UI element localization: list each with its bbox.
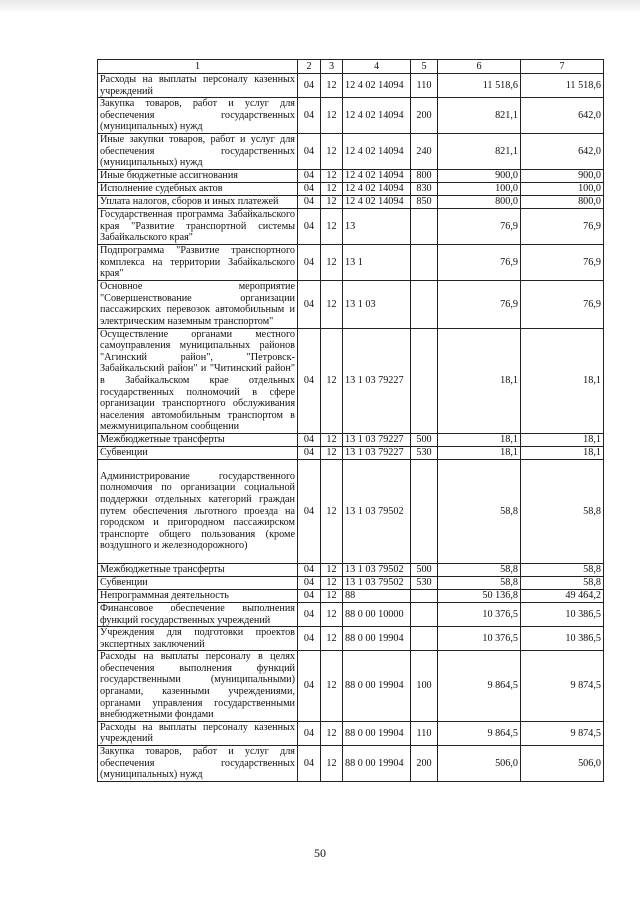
row-amount-year-2: 9 874,5 <box>521 721 604 745</box>
row-expense-type: 530 <box>411 576 438 589</box>
row-section: 04 <box>298 721 321 745</box>
row-name: Субвенции <box>98 576 298 589</box>
header-row <box>98 60 604 74</box>
table-row <box>98 651 604 722</box>
page-number: 50 <box>314 846 326 860</box>
row-amount-year-1: 50 136,8 <box>438 589 521 602</box>
row-expense-type <box>411 602 438 626</box>
row-expense-type: 110 <box>411 74 438 98</box>
row-name: Исполнение судебных актов <box>98 183 298 196</box>
table-row <box>98 328 604 433</box>
row-amount-year-2: 58,8 <box>521 563 604 576</box>
header-col-6: 6 <box>438 60 521 74</box>
row-subsection: 12 <box>321 746 343 782</box>
row-name: Субвенции <box>98 446 298 459</box>
row-amount-year-1: 58,8 <box>438 576 521 589</box>
row-amount-year-1: 821,1 <box>438 98 521 134</box>
row-amount-year-2: 506,0 <box>521 746 604 782</box>
row-subsection: 12 <box>321 245 343 281</box>
table-row <box>98 245 604 281</box>
row-target-article: 88 0 00 10000 <box>343 602 411 626</box>
row-amount-year-1: 9 864,5 <box>438 721 521 745</box>
row-subsection: 12 <box>321 281 343 328</box>
row-name: Государственная программа Забайкальского края "Развитие транспортной системы Забайкальского края" <box>98 209 298 245</box>
row-expense-type: 500 <box>411 433 438 446</box>
row-target-article: 13 <box>343 209 411 245</box>
row-target-article: 12 4 02 14094 <box>343 183 411 196</box>
table-row <box>98 563 604 576</box>
table-row <box>98 446 604 459</box>
row-subsection: 12 <box>321 134 343 170</box>
row-amount-year-1: 821,1 <box>438 134 521 170</box>
row-name: Закупка товаров, работ и услуг для обеспечения государственных (муниципальных) нужд <box>98 98 298 134</box>
budget-table <box>97 59 604 782</box>
row-subsection: 12 <box>321 627 343 651</box>
row-amount-year-2: 800,0 <box>521 196 604 209</box>
row-subsection: 12 <box>321 721 343 745</box>
row-section: 04 <box>298 196 321 209</box>
row-target-article: 12 4 02 14094 <box>343 74 411 98</box>
row-section: 04 <box>298 459 321 563</box>
row-section: 04 <box>298 183 321 196</box>
table-row <box>98 281 604 328</box>
row-target-article: 12 4 02 14094 <box>343 196 411 209</box>
row-target-article: 88 0 00 19904 <box>343 721 411 745</box>
row-amount-year-1: 9 864,5 <box>438 651 521 722</box>
row-expense-type <box>411 328 438 433</box>
row-target-article: 88 0 00 19904 <box>343 651 411 722</box>
row-name: Основное мероприятие "Совершенствование организации пассажирских перевозок автомобильным и электрическим наземным транспортом" <box>98 281 298 328</box>
row-expense-type <box>411 281 438 328</box>
row-amount-year-1: 76,9 <box>438 281 521 328</box>
row-amount-year-1: 18,1 <box>438 328 521 433</box>
row-name: Финансовое обеспечение выполнения функций государственных учреждений <box>98 602 298 626</box>
row-expense-type <box>411 245 438 281</box>
row-amount-year-2: 18,1 <box>521 328 604 433</box>
row-expense-type: 200 <box>411 746 438 782</box>
row-section: 04 <box>298 134 321 170</box>
row-amount-year-2: 49 464,2 <box>521 589 604 602</box>
table-row <box>98 576 604 589</box>
row-target-article: 12 4 02 14094 <box>343 170 411 183</box>
row-target-article: 13 1 03 79502 <box>343 563 411 576</box>
row-amount-year-2: 76,9 <box>521 281 604 328</box>
row-section: 04 <box>298 209 321 245</box>
row-amount-year-2: 58,8 <box>521 576 604 589</box>
row-section: 04 <box>298 281 321 328</box>
row-expense-type <box>411 589 438 602</box>
row-name: Межбюджетные трансферты <box>98 433 298 446</box>
row-subsection: 12 <box>321 328 343 433</box>
table-row <box>98 433 604 446</box>
row-name: Иные бюджетные ассигнования <box>98 170 298 183</box>
row-amount-year-1: 900,0 <box>438 170 521 183</box>
row-amount-year-1: 11 518,6 <box>438 74 521 98</box>
row-subsection: 12 <box>321 98 343 134</box>
row-expense-type <box>411 459 438 563</box>
header-col-4: 4 <box>343 60 411 74</box>
row-target-article: 13 1 03 79502 <box>343 459 411 563</box>
row-target-article: 12 4 02 14094 <box>343 98 411 134</box>
row-amount-year-1: 18,1 <box>438 446 521 459</box>
table-row <box>98 74 604 98</box>
row-expense-type: 240 <box>411 134 438 170</box>
row-subsection: 12 <box>321 563 343 576</box>
row-subsection: 12 <box>321 602 343 626</box>
row-name: Непрограммная деятельность <box>98 589 298 602</box>
header-col-3: 3 <box>321 60 343 74</box>
table-row <box>98 183 604 196</box>
row-amount-year-2: 18,1 <box>521 446 604 459</box>
row-amount-year-1: 76,9 <box>438 245 521 281</box>
row-amount-year-1: 800,0 <box>438 196 521 209</box>
row-expense-type: 850 <box>411 196 438 209</box>
table-row <box>98 209 604 245</box>
row-section: 04 <box>298 563 321 576</box>
row-amount-year-1: 76,9 <box>438 209 521 245</box>
row-name: Иные закупки товаров, работ и услуг для обеспечения государственных (муниципальных) нужд <box>98 134 298 170</box>
row-name: Учреждения для подготовки проектов экспертных заключений <box>98 627 298 651</box>
row-name: Уплата налогов, сборов и иных платежей <box>98 196 298 209</box>
row-subsection: 12 <box>321 209 343 245</box>
table-row <box>98 746 604 782</box>
row-expense-type: 100 <box>411 651 438 722</box>
row-subsection: 12 <box>321 170 343 183</box>
table-row <box>98 589 604 602</box>
row-target-article: 13 1 03 79502 <box>343 576 411 589</box>
table-row <box>98 134 604 170</box>
header-col-5: 5 <box>411 60 438 74</box>
row-section: 04 <box>298 627 321 651</box>
row-amount-year-2: 9 874,5 <box>521 651 604 722</box>
row-name: Расходы на выплаты персоналу казенных учреждений <box>98 74 298 98</box>
row-section: 04 <box>298 602 321 626</box>
header-col-2: 2 <box>298 60 321 74</box>
row-amount-year-1: 18,1 <box>438 433 521 446</box>
row-amount-year-1: 58,8 <box>438 459 521 563</box>
row-amount-year-1: 10 376,5 <box>438 627 521 651</box>
row-name: Администрирование государственного полномочия по организации социальной поддержки отдельных категорий граждан путем обеспечения льготного проезда на городском и пригородном пассажирском транспорте общего пользования (кроме воздушного и железнодорожного) <box>98 459 298 563</box>
table-row <box>98 196 604 209</box>
row-target-article: 13 1 03 79227 <box>343 433 411 446</box>
row-subsection: 12 <box>321 74 343 98</box>
row-amount-year-2: 18,1 <box>521 433 604 446</box>
row-target-article: 88 <box>343 589 411 602</box>
table-row <box>98 602 604 626</box>
row-amount-year-2: 76,9 <box>521 245 604 281</box>
row-target-article: 88 0 00 19904 <box>343 627 411 651</box>
row-name: Расходы на выплаты персоналу казенных учреждений <box>98 721 298 745</box>
row-section: 04 <box>298 746 321 782</box>
row-expense-type: 530 <box>411 446 438 459</box>
table-row <box>98 170 604 183</box>
row-name: Расходы на выплаты персоналу в целях обеспечения выполнения функций государственными (муниципальными) органами, казенными учреждениями, органами управления государственными внебюджетными фондами <box>98 651 298 722</box>
row-target-article: 13 1 03 79227 <box>343 446 411 459</box>
header-col-1: 1 <box>98 60 298 74</box>
row-expense-type <box>411 627 438 651</box>
row-expense-type <box>411 209 438 245</box>
row-expense-type: 800 <box>411 170 438 183</box>
row-subsection: 12 <box>321 459 343 563</box>
row-amount-year-1: 58,8 <box>438 563 521 576</box>
row-amount-year-1: 506,0 <box>438 746 521 782</box>
row-section: 04 <box>298 446 321 459</box>
row-expense-type: 830 <box>411 183 438 196</box>
row-name: Подпрограмма "Развитие транспортного комплекса на территории Забайкальского края" <box>98 245 298 281</box>
row-target-article: 13 1 03 <box>343 281 411 328</box>
table-row <box>98 721 604 745</box>
row-subsection: 12 <box>321 651 343 722</box>
table-row <box>98 627 604 651</box>
row-section: 04 <box>298 328 321 433</box>
row-subsection: 12 <box>321 183 343 196</box>
row-section: 04 <box>298 589 321 602</box>
scan-edge <box>0 0 640 14</box>
row-amount-year-2: 900,0 <box>521 170 604 183</box>
row-section: 04 <box>298 245 321 281</box>
row-subsection: 12 <box>321 589 343 602</box>
row-amount-year-2: 642,0 <box>521 134 604 170</box>
row-subsection: 12 <box>321 446 343 459</box>
row-amount-year-2: 58,8 <box>521 459 604 563</box>
row-section: 04 <box>298 433 321 446</box>
row-target-article: 13 1 <box>343 245 411 281</box>
row-amount-year-2: 76,9 <box>521 209 604 245</box>
row-amount-year-2: 100,0 <box>521 183 604 196</box>
row-target-article: 12 4 02 14094 <box>343 134 411 170</box>
row-amount-year-2: 11 518,6 <box>521 74 604 98</box>
row-name: Осуществление органами местного самоуправления муниципальных районов "Агинский район", "Петровск-Забайкальский район" и "Читинский район" в Забайкальском крае отдельных государственных полномочий в сфере организации транспортного обслуживания населения автомобильным транспортом в межмуниципальном сообщении <box>98 328 298 433</box>
row-section: 04 <box>298 74 321 98</box>
row-section: 04 <box>298 651 321 722</box>
row-expense-type: 500 <box>411 563 438 576</box>
header-col-7: 7 <box>521 60 604 74</box>
row-subsection: 12 <box>321 196 343 209</box>
table-row <box>98 98 604 134</box>
row-target-article: 13 1 03 79227 <box>343 328 411 433</box>
row-amount-year-2: 10 386,5 <box>521 602 604 626</box>
table-row <box>98 459 604 563</box>
row-name: Закупка товаров, работ и услуг для обеспечения государственных (муниципальных) нужд <box>98 746 298 782</box>
row-name: Межбюджетные трансферты <box>98 563 298 576</box>
row-amount-year-1: 10 376,5 <box>438 602 521 626</box>
row-amount-year-1: 100,0 <box>438 183 521 196</box>
row-section: 04 <box>298 576 321 589</box>
row-subsection: 12 <box>321 433 343 446</box>
row-amount-year-2: 10 386,5 <box>521 627 604 651</box>
row-expense-type: 200 <box>411 98 438 134</box>
row-subsection: 12 <box>321 576 343 589</box>
row-expense-type: 110 <box>411 721 438 745</box>
row-section: 04 <box>298 170 321 183</box>
row-section: 04 <box>298 98 321 134</box>
row-amount-year-2: 642,0 <box>521 98 604 134</box>
row-target-article: 88 0 00 19904 <box>343 746 411 782</box>
